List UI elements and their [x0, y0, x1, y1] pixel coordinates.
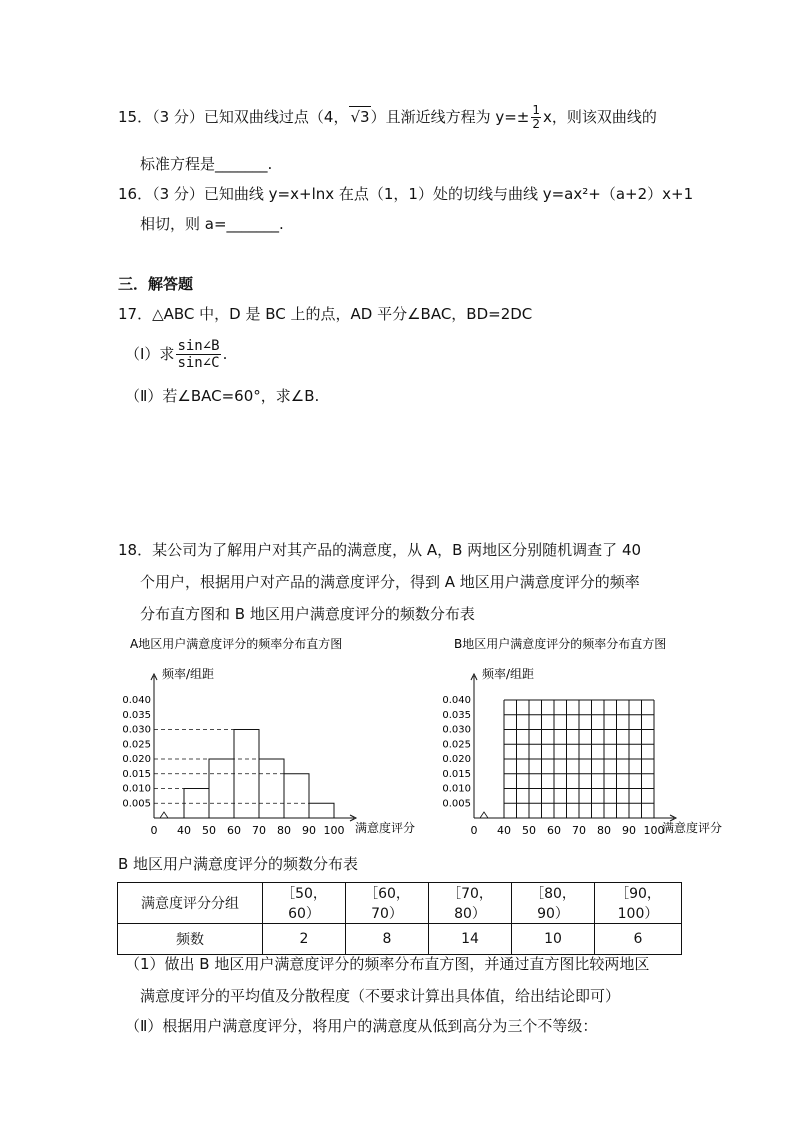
- x-tick-label: 80: [597, 824, 611, 837]
- table-title: B 地区用户满意度评分的频数分布表: [118, 855, 359, 873]
- y-tick-label: 0.025: [442, 739, 471, 751]
- y-tick-label: 0.040: [122, 695, 151, 706]
- table-count-cell: 6: [595, 924, 682, 955]
- x-tick-label: 60: [227, 824, 241, 837]
- chart-a-xlabel: 满意度评分: [355, 821, 416, 835]
- y-tick-label: 0.040: [442, 695, 471, 706]
- q16-line2: 相切，则 a=_______.: [140, 215, 284, 233]
- q17-part2: （Ⅱ）若∠BAC=60°，求∠B.: [125, 387, 320, 405]
- table-count-cell: 8: [346, 924, 429, 955]
- q15-text-pre: （3 分）已知双曲线过点（4，: [152, 108, 349, 126]
- histogram-bar: [309, 803, 334, 818]
- x-tick-label: 40: [497, 824, 511, 837]
- x-tick-label: 80: [277, 824, 291, 837]
- q18-line1: 18．某公司为了解用户对其产品的满意度，从 A，B 两地区分别随机调查了 40: [118, 541, 642, 559]
- q16-line1: [118, 184, 693, 204]
- table-group-cell: ［80，90）: [512, 883, 595, 924]
- table-header-cell: 满意度评分分组: [118, 883, 263, 924]
- chart-b-ylabel: 频率/组距: [482, 667, 535, 681]
- x-tick-label: 50: [522, 824, 536, 837]
- y-tick-label: 0.005: [442, 798, 471, 810]
- y-tick-label: 0.035: [442, 709, 471, 721]
- chart-b: [430, 630, 750, 845]
- table-group-cell: ［50，60）: [263, 883, 346, 924]
- y-tick-label: 0.015: [122, 768, 151, 780]
- q18-number: 18．: [118, 541, 153, 559]
- q17-stem: [118, 304, 532, 324]
- chart-a-title: A地区用户满意度评分的频率分布直方图: [130, 637, 343, 651]
- x-tick-label: 100: [323, 824, 345, 837]
- chart-b-title: B地区用户满意度评分的频率分布直方图: [454, 637, 667, 651]
- table-count-cell: 14: [429, 924, 512, 955]
- x-tick-label: 40: [177, 824, 191, 837]
- y-tick-label: 0.015: [442, 768, 471, 780]
- axis-break-mark: [160, 812, 168, 818]
- q18-line3: 分布直方图和 B 地区用户满意度评分的频数分布表: [140, 605, 475, 623]
- q16-number: 16．: [118, 185, 153, 203]
- histogram-bar: [284, 774, 309, 818]
- chart-b-plot: [442, 674, 676, 837]
- q15-sqrt: √3: [350, 108, 370, 126]
- x-tick-label: 90: [622, 824, 636, 837]
- axis-break-mark: [480, 812, 488, 818]
- y-tick-label: 0.030: [122, 724, 151, 736]
- q15-number: 15．: [118, 108, 153, 126]
- histogram-bar: [259, 759, 284, 818]
- q16-text: （3 分）已知曲线 y=x+lnx 在点（1，1）处的切线与曲线 y=ax²+（a+2）x+1: [152, 185, 694, 203]
- chart-a-plot: [122, 674, 356, 837]
- q17-fraction: $\frac{\sin\angle B}{\sin\angle C}$: [177, 338, 220, 371]
- y-tick-label: 0.010: [122, 783, 151, 795]
- y-tick-label: 0.020: [442, 754, 471, 765]
- section-heading: 三．解答题: [118, 275, 194, 293]
- q18-part1-line1: （1）做出 B 地区用户满意度评分的频率分布直方图，并通过直方图比较两地区: [125, 955, 650, 973]
- q17-stem-text: △ABC 中，D 是 BC 上的点，AD 平分∠BAC，BD=2DC: [152, 305, 533, 323]
- x-tick-label: 0: [150, 824, 158, 837]
- chart-a: [110, 630, 430, 845]
- y-tick-label: 0.010: [442, 783, 471, 795]
- y-tick-label: 0.020: [122, 754, 151, 765]
- table-group-cell: ［60，70）: [346, 883, 429, 924]
- q15-text-mid: ）且渐近线方程为 y=±: [370, 108, 530, 126]
- q18-line2: 个用户，根据用户对产品的满意度评分，得到 A 地区用户满意度评分的频率: [140, 573, 640, 591]
- x-tick-label: 90: [302, 824, 316, 837]
- table-row: [118, 924, 682, 955]
- q18-part2-line1: （Ⅱ）根据用户满意度评分，将用户的满意度从低到高分为三个不等级：: [125, 1017, 598, 1035]
- q15-fraction: $\frac{1}{2}$: [532, 103, 540, 131]
- x-tick-label: 0: [470, 824, 478, 837]
- y-tick-label: 0.030: [442, 724, 471, 736]
- q18-part1-line2: 满意度评分的平均值及分散程度（不要求计算出具体值，给出结论即可）: [140, 987, 621, 1005]
- y-tick-label: 0.025: [122, 739, 151, 751]
- table-group-cell: ［90，100）: [595, 883, 682, 924]
- y-tick-label: 0.005: [122, 798, 151, 810]
- x-tick-label: 60: [547, 824, 561, 837]
- x-tick-label: 100: [643, 824, 665, 837]
- q17-part1: （Ⅰ）求 $\frac{\sin\angle B}{\sin\angle C}$ .: [125, 338, 228, 371]
- table-row-label: 频数: [118, 924, 263, 955]
- q15-line2: 标准方程是_______.: [140, 155, 273, 173]
- frequency-table: [117, 882, 682, 955]
- q17-part1-label: （Ⅰ）求: [125, 345, 175, 363]
- histogram-bar: [209, 759, 234, 818]
- table-count-cell: 10: [512, 924, 595, 955]
- q17-number: 17．: [118, 305, 153, 323]
- table-count-cell: 2: [263, 924, 346, 955]
- x-tick-label: 70: [572, 824, 586, 837]
- x-tick-label: 50: [202, 824, 216, 837]
- table-row: [118, 883, 682, 924]
- y-tick-label: 0.035: [122, 709, 151, 721]
- table-group-cell: ［70，80）: [429, 883, 512, 924]
- chart-b-xlabel: 满意度评分: [662, 821, 723, 835]
- q15-text-post: x，则该双曲线的: [543, 108, 657, 126]
- chart-a-ylabel: 频率/组距: [162, 667, 215, 681]
- q15-line1: [118, 104, 657, 131]
- x-tick-label: 70: [252, 824, 266, 837]
